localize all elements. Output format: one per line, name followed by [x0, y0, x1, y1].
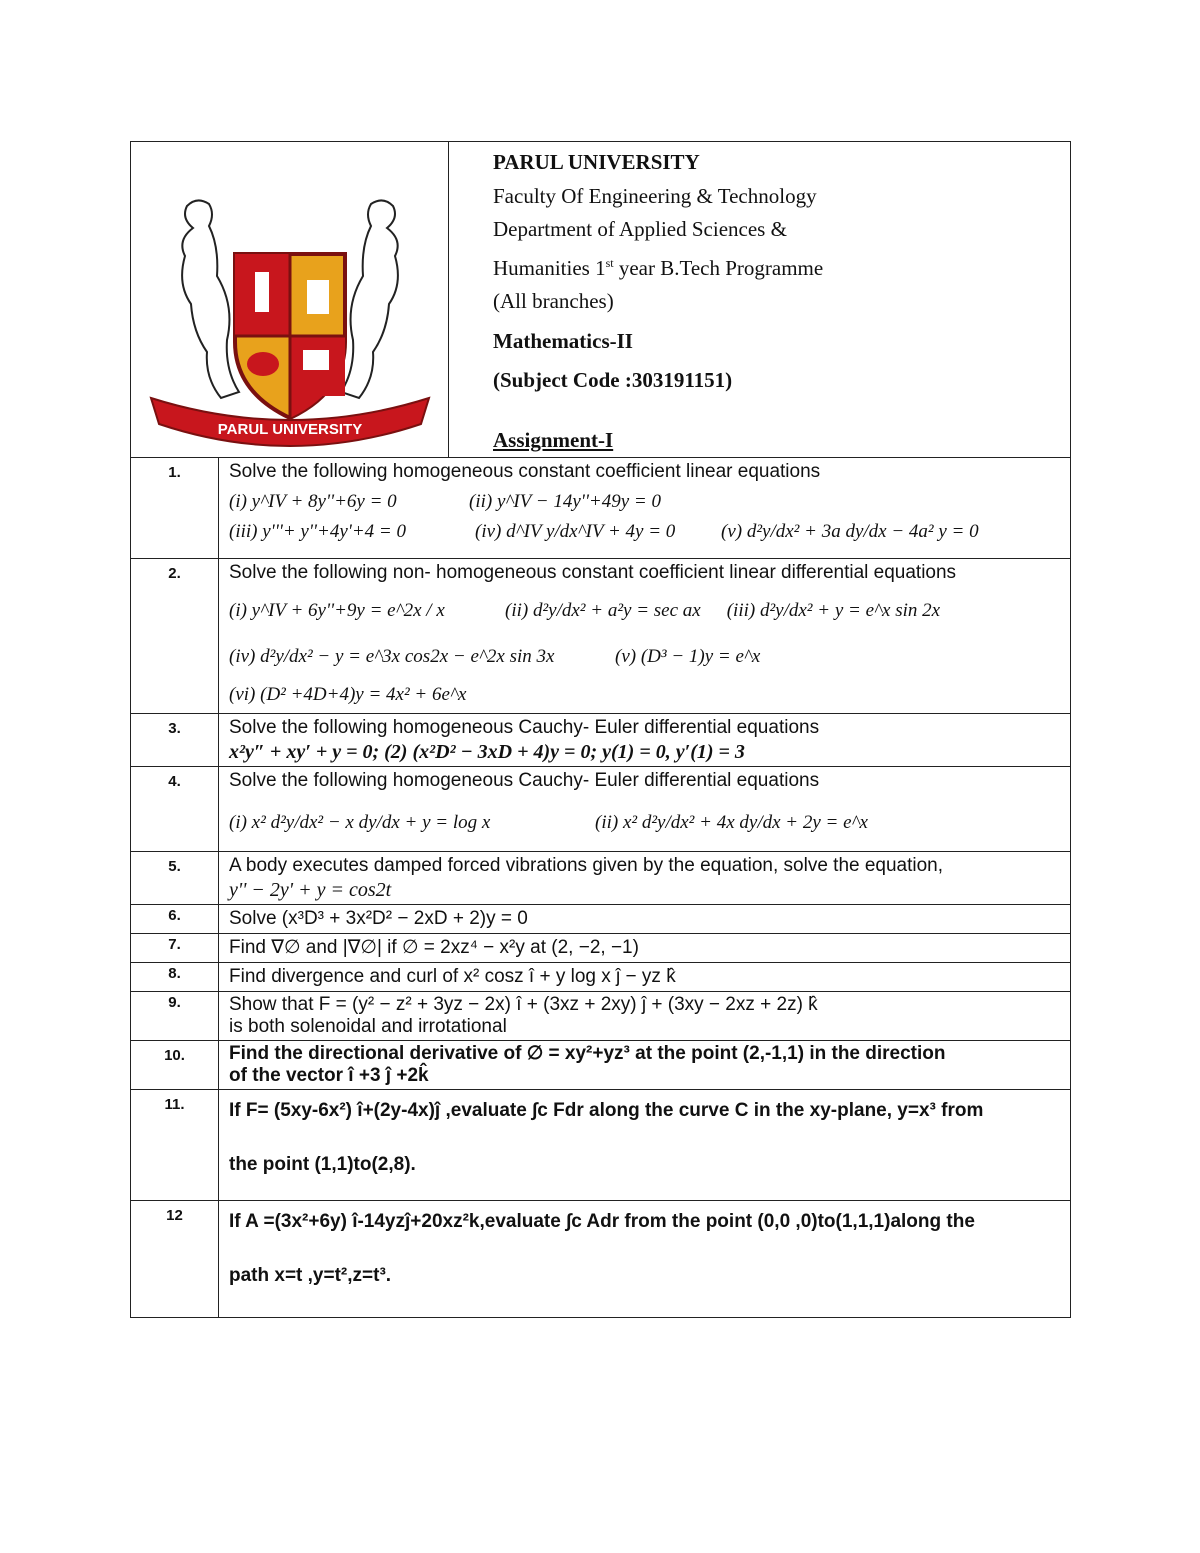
question-part: (v) d²y/dx² + 3a dy/dx − 4a² y = 0 [721, 521, 979, 542]
question-text: Solve (x³D³ + 3x²D² − 2xD + 2)y = 0 [229, 908, 528, 929]
question-part: (i) y^IV + 8y''+6y = 0 [229, 491, 397, 512]
programme-line: Humanities 1st year B.Tech Programme [493, 255, 824, 280]
question-body [219, 963, 1071, 992]
question-text: Find the directional derivative of ∅ = xy²+yz³ at the point (2,-1,1) in the direction [229, 1043, 946, 1064]
question-number: 1. [131, 458, 219, 559]
subject-code: (Subject Code :303191151) [493, 368, 733, 392]
question-number: 10. [131, 1041, 219, 1090]
question-row [131, 714, 1071, 767]
question-row [131, 1090, 1071, 1201]
question-number: 6. [131, 905, 219, 934]
question-parts [229, 490, 1062, 514]
question-row [131, 1201, 1071, 1318]
question-text: Solve the following homogeneous Cauchy- Euler differential equations [229, 770, 820, 791]
question-body [219, 852, 1071, 905]
subject-name: Mathematics-II [493, 328, 633, 353]
question-body [219, 714, 1071, 767]
question-part: (vi) (D² +4D+4)y = 4x² + 6e^x [229, 684, 467, 705]
question-part: path x=t ,y=t²,z=t³. [229, 1265, 392, 1286]
question-body [219, 767, 1071, 852]
question-row [131, 963, 1071, 992]
header-row [131, 142, 1071, 458]
question-part: (i) y^IV + 6y''+9y = e^2x / x [229, 600, 445, 621]
logo-banner-text: PARUL UNIVERSITY [217, 421, 363, 438]
question-row [131, 905, 1071, 934]
question-part: (iii) y'''+ y''+4y'+4 = 0 [229, 521, 406, 542]
question-row [131, 559, 1071, 714]
question-part: is both solenoidal and irrotational [229, 1016, 507, 1037]
question-text: If F= (5xy-6x²) î+(2y-4x)ĵ ,evaluate ∫c Fdr along the curve C in the xy-plane, y=x³ from [229, 1100, 984, 1121]
question-row [131, 1041, 1071, 1090]
university-name: PARUL UNIVERSITY [493, 150, 700, 174]
assignment-table [130, 141, 1071, 1318]
question-part: of the vector î +3 ĵ +2k̂ [229, 1065, 429, 1086]
question-part: (ii) d²y/dx² + a²y = sec ax [505, 600, 701, 621]
question-text: Find divergence and curl of x² cosz î + y log x ĵ − yz k̂ [229, 966, 676, 987]
question-row [131, 852, 1071, 905]
question-number: 2. [131, 559, 219, 714]
question-body [219, 458, 1071, 559]
question-row [131, 458, 1071, 559]
question-part: x²y″ + xy′ + y = 0; (2) (x²D² − 3xD + 4)y = 0; y(1) = 0, y′(1) = 3 [229, 741, 745, 763]
question-number: 11. [131, 1090, 219, 1201]
department-name: Department of Applied Sciences & [493, 217, 787, 241]
question-parts [229, 520, 1062, 544]
question-body [219, 1090, 1071, 1201]
question-body [219, 992, 1071, 1041]
question-body [219, 1201, 1071, 1318]
question-row [131, 992, 1071, 1041]
question-text: If A =(3x²+6y) î-14yzĵ+20xz²k,evaluate ∫c Adr from the point (0,0 ,0)to(1,1,1)along the [229, 1211, 975, 1232]
question-parts [229, 599, 1062, 623]
question-body [219, 905, 1071, 934]
question-part: the point (1,1)to(2,8). [229, 1154, 416, 1175]
question-number: 8. [131, 963, 219, 992]
question-number: 9. [131, 992, 219, 1041]
question-text: Show that F = (y² − z² + 3yz − 2x) î + (3xz + 2xy) ĵ + (3xy − 2xz + 2z) k̂ [229, 994, 818, 1015]
question-text: Find ∇∅ and |∇∅| if ∅ = 2xz⁴ − x²y at (2, −2, −1) [229, 937, 639, 958]
question-body [219, 1041, 1071, 1090]
question-row [131, 767, 1071, 852]
question-parts [229, 811, 1062, 835]
question-part: (i) x² d²y/dx² − x dy/dx + y = log x [229, 812, 491, 833]
faculty-name: Faculty Of Engineering & Technology [493, 183, 817, 208]
question-part: y'' − 2y' + y = cos2t [229, 879, 392, 901]
question-number: 5. [131, 852, 219, 905]
branches-line: (All branches) [493, 289, 614, 313]
logo-cell [131, 142, 449, 458]
question-number: 3. [131, 714, 219, 767]
question-number: 7. [131, 934, 219, 963]
question-number: 12 [131, 1201, 219, 1318]
header-info-cell [449, 142, 1071, 458]
question-text: A body executes damped forced vibrations given by the equation, solve the equation, [229, 855, 944, 876]
university-logo [131, 142, 449, 452]
question-part: (iii) d²y/dx² + y = e^x sin 2x [726, 600, 941, 621]
question-row [131, 934, 1071, 963]
question-parts [229, 683, 1062, 707]
question-part: (iv) d^IV y/dx^IV + 4y = 0 [475, 521, 676, 542]
question-number: 4. [131, 767, 219, 852]
question-parts [229, 645, 1062, 669]
question-text: Solve the following homogeneous constant coefficient linear equations [229, 461, 821, 482]
question-text: Solve the following non- homogeneous constant coefficient linear differential equations [229, 562, 957, 583]
question-text: Solve the following homogeneous Cauchy- Euler differential equations [229, 717, 820, 738]
question-part: (ii) y^IV − 14y''+49y = 0 [469, 491, 661, 512]
question-part: (ii) x² d²y/dx² + 4x dy/dx + 2y = e^x [595, 812, 868, 833]
question-body [219, 934, 1071, 963]
question-part: (v) (D³ − 1)y = e^x [615, 646, 761, 667]
assignment-title: Assignment-I [493, 427, 614, 452]
assignment-sheet [130, 141, 1070, 1318]
question-body [219, 559, 1071, 714]
question-part: (iv) d²y/dx² − y = e^3x cos2x − e^2x sin 3x [229, 646, 555, 667]
